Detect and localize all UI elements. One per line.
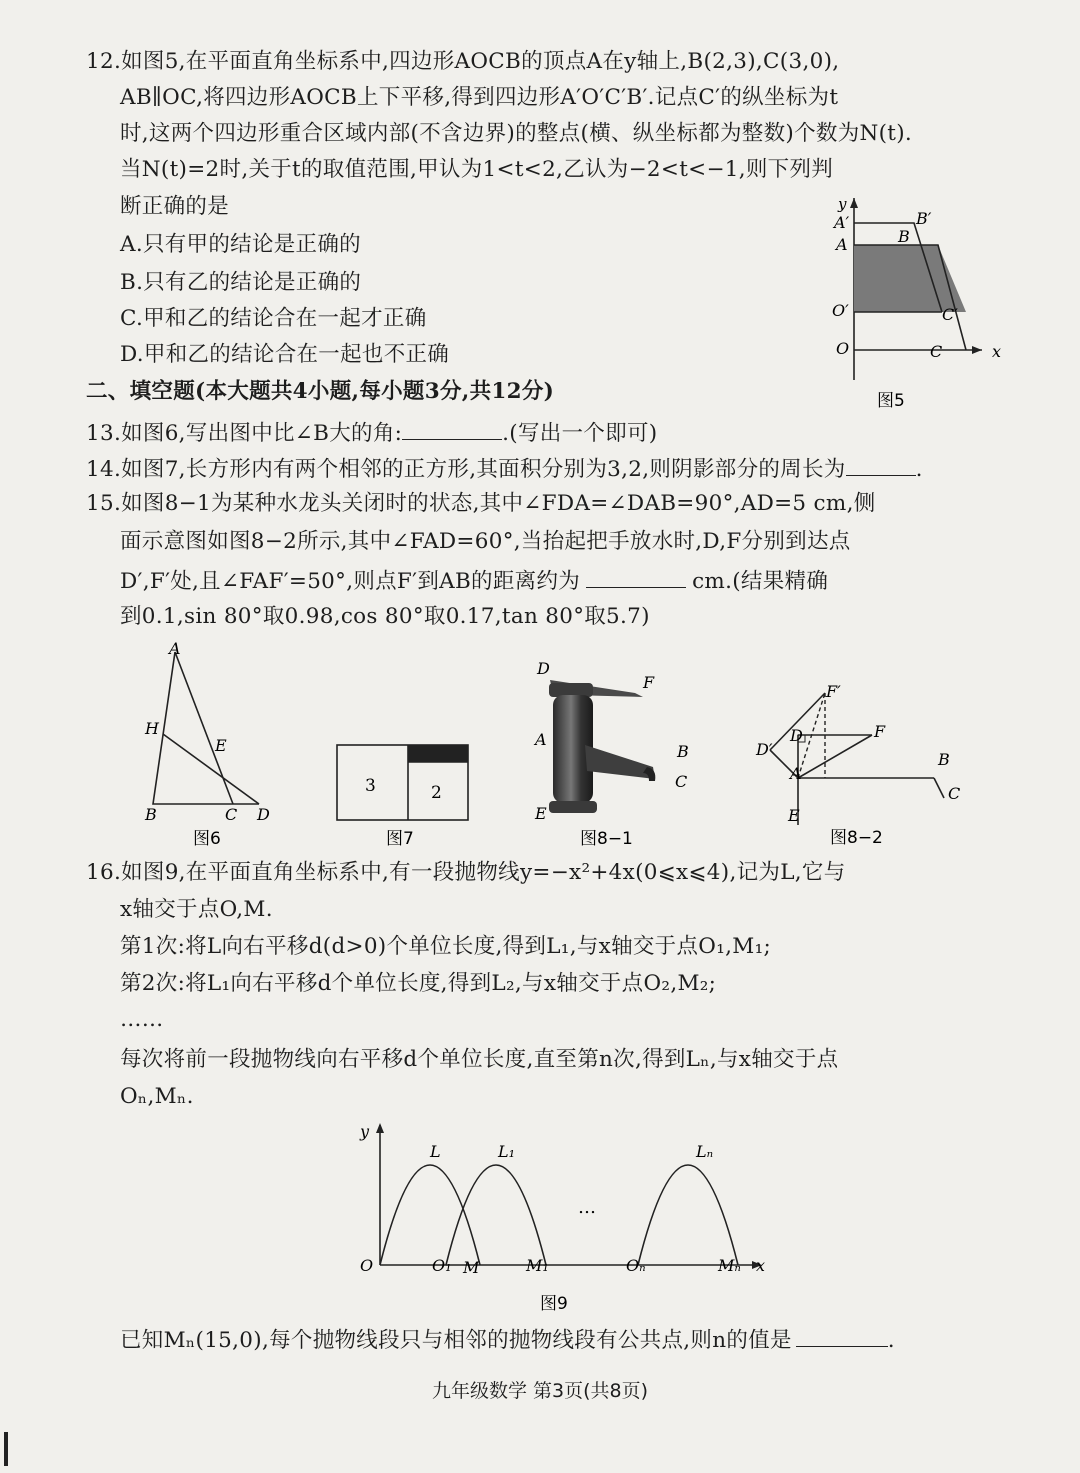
figure-9-parabolas xyxy=(350,1115,780,1320)
q16-line-3: 第1次:将L向右平移d(d>0)个单位长度,得到L₁,与x轴交于点O₁,M₁; xyxy=(120,934,772,959)
q12-line-1: 12.如图5,在平面直角坐标系中,四边形AOCB的顶点A在y轴上,B(2,3),C(3,0), xyxy=(86,49,840,74)
fig5-label-c: C xyxy=(930,342,943,361)
fig9-label-o1: O₁ xyxy=(432,1256,452,1275)
section-2-header: 二、填空题(本大题共4小题,每小题3分,共12分) xyxy=(86,379,555,404)
q16-line-5: …… xyxy=(120,1007,164,1032)
fig81-label-e: E xyxy=(535,804,547,823)
q12-line-5: 断正确的是 xyxy=(120,194,230,219)
fig5-label-x: x xyxy=(992,342,1002,361)
q15-answer-blank[interactable] xyxy=(586,565,686,588)
q15-text-end: cm.(结果精确 xyxy=(692,569,829,594)
fig6-label-b: B xyxy=(145,805,157,824)
q16-last-line xyxy=(120,1324,895,1356)
fig82-label-b: B xyxy=(938,750,950,769)
q15-line-4: 到0.1,sin 80°取0.98,cos 80°取0.17,tan 80°取5.7) xyxy=(120,604,650,629)
figure-8-1-faucet xyxy=(525,655,700,850)
q16-line-2: x轴交于点O,M. xyxy=(120,897,273,922)
scan-edge-mark xyxy=(4,1432,8,1466)
fig5-label-b: B xyxy=(898,227,910,246)
fig9-label-on: Oₙ xyxy=(626,1256,646,1275)
q12-line-4: 当N(t)=2时,关于t的取值范围,甲认为1<t<2,乙认为−2<t<−1,则下列判 xyxy=(120,157,834,182)
q12-option-b: B.只有乙的结论是正确的 xyxy=(120,270,362,295)
fig6-label-a: A xyxy=(169,640,181,658)
fig9-label-x: x xyxy=(756,1256,766,1275)
fig5-label-b-prime: B′ xyxy=(916,209,932,228)
fig7-square-2-label: 2 xyxy=(431,783,442,803)
fig6-label-e: E xyxy=(215,736,227,755)
page-footer: 九年级数学 第3页(共8页) xyxy=(431,1380,649,1402)
fig82-label-a: A xyxy=(790,764,802,783)
fig7-square-3-label: 3 xyxy=(365,776,376,796)
q16-line-7: Oₙ,Mₙ. xyxy=(120,1084,194,1109)
fig82-label-d-prime: D′ xyxy=(756,740,773,759)
fig82-label-f-prime: F′ xyxy=(826,682,841,701)
q16-line-6: 每次将前一段抛物线向右平移d个单位长度,直至第n次,得到Lₙ,与x轴交于点 xyxy=(120,1047,839,1072)
fig7-caption: 图7 xyxy=(386,829,414,849)
fig9-label-y: y xyxy=(360,1122,370,1141)
figure-5 xyxy=(820,190,1010,420)
fig5-label-a-prime: A′ xyxy=(834,213,850,232)
fig9-caption: 图9 xyxy=(540,1294,568,1314)
fig81-label-b: B xyxy=(677,742,689,761)
fig81-caption: 图8−1 xyxy=(580,829,633,849)
fig9-label-o: O xyxy=(360,1256,374,1275)
fig6-label-h: H xyxy=(145,719,159,738)
q16-line-1: 16.如图9,在平面直角坐标系中,有一段抛物线y=−x²+4x(0⩽x⩽4),记为L,它与 xyxy=(86,860,846,885)
fig9-label-l1: L₁ xyxy=(498,1142,516,1161)
q15-line-1: 15.如图8−1为某种水龙头关闭时的状态,其中∠FDA=∠DAB=90°,AD=5 cm,侧 xyxy=(86,491,876,516)
q13-text-end: .(写出一个即可) xyxy=(502,421,658,446)
fig82-label-e: E xyxy=(788,806,800,825)
fig9-label-m1: M₁ xyxy=(526,1256,549,1275)
q14 xyxy=(86,453,923,485)
fig81-label-a: A xyxy=(535,730,547,749)
fig5-label-a: A xyxy=(836,235,848,254)
fig81-label-f: F xyxy=(643,673,655,692)
q13-text: 13.如图6,写出图中比∠B大的角: xyxy=(86,421,403,446)
q15-line-3 xyxy=(120,565,828,597)
q16-text-end: . xyxy=(887,1328,895,1353)
q15-text: D′,F′处,且∠FAF′=50°,则点F′到AB的距离约为 xyxy=(120,569,581,594)
q13 xyxy=(86,417,657,449)
figure-6 xyxy=(135,640,285,850)
figure-8-2-side-view xyxy=(750,675,980,850)
q12-option-c: C.甲和乙的结论合在一起才正确 xyxy=(120,306,427,331)
q12-line-3: 时,这两个四边形重合区域内部(不含边界)的整点(横、纵坐标都为整数)个数为N(t). xyxy=(120,121,913,146)
fig5-label-o-prime: O′ xyxy=(832,301,849,320)
fig81-label-c: C xyxy=(675,772,688,791)
q15-line-2: 面示意图如图8−2所示,其中∠FAD=60°,当抬起把手放水时,D,F分别到达点 xyxy=(120,529,851,554)
q14-text-end: . xyxy=(915,457,923,482)
fig9-label-l: L xyxy=(430,1142,441,1161)
figure-7 xyxy=(330,735,475,850)
fig9-label-m: M xyxy=(463,1258,480,1277)
fig82-label-c: C xyxy=(948,784,961,803)
fig5-label-c-prime: C′ xyxy=(942,305,958,324)
fig6-caption: 图6 xyxy=(193,829,221,849)
q16-question-text: 已知Mₙ(15,0),每个抛物线段只与相邻的抛物线段有公共点,则n的值是 xyxy=(120,1328,792,1353)
q14-text: 14.如图7,长方形内有两个相邻的正方形,其面积分别为3,2,则阴影部分的周长为 xyxy=(86,457,846,482)
fig5-caption: 图5 xyxy=(877,391,905,411)
fig82-caption: 图8−2 xyxy=(830,828,883,848)
fig5-label-y: y xyxy=(838,195,847,213)
fig5-label-o: O xyxy=(836,339,850,358)
q12-option-a: A.只有甲的结论是正确的 xyxy=(120,232,361,257)
fig9-ellipsis: … xyxy=(578,1197,596,1218)
fig6-label-d: D xyxy=(257,805,270,824)
fig6-label-c: C xyxy=(225,805,238,824)
fig9-label-ln: Lₙ xyxy=(696,1142,714,1161)
q13-answer-blank[interactable] xyxy=(402,417,502,440)
q12-option-d: D.甲和乙的结论合在一起也不正确 xyxy=(120,342,450,367)
fig81-label-d: D xyxy=(537,659,550,678)
fig82-label-f: F xyxy=(874,722,886,741)
q16-answer-blank[interactable] xyxy=(796,1324,888,1347)
fig82-label-d: D xyxy=(790,726,803,745)
q12-line-2: AB∥OC,将四边形AOCB上下平移,得到四边形A′O′C′B′.记点C′的纵坐标为t xyxy=(120,85,839,110)
q14-answer-blank[interactable] xyxy=(846,453,916,476)
fig9-label-mn: Mₙ xyxy=(718,1256,741,1275)
q16-line-4: 第2次:将L₁向右平移d个单位长度,得到L₂,与x轴交于点O₂,M₂; xyxy=(120,971,717,996)
